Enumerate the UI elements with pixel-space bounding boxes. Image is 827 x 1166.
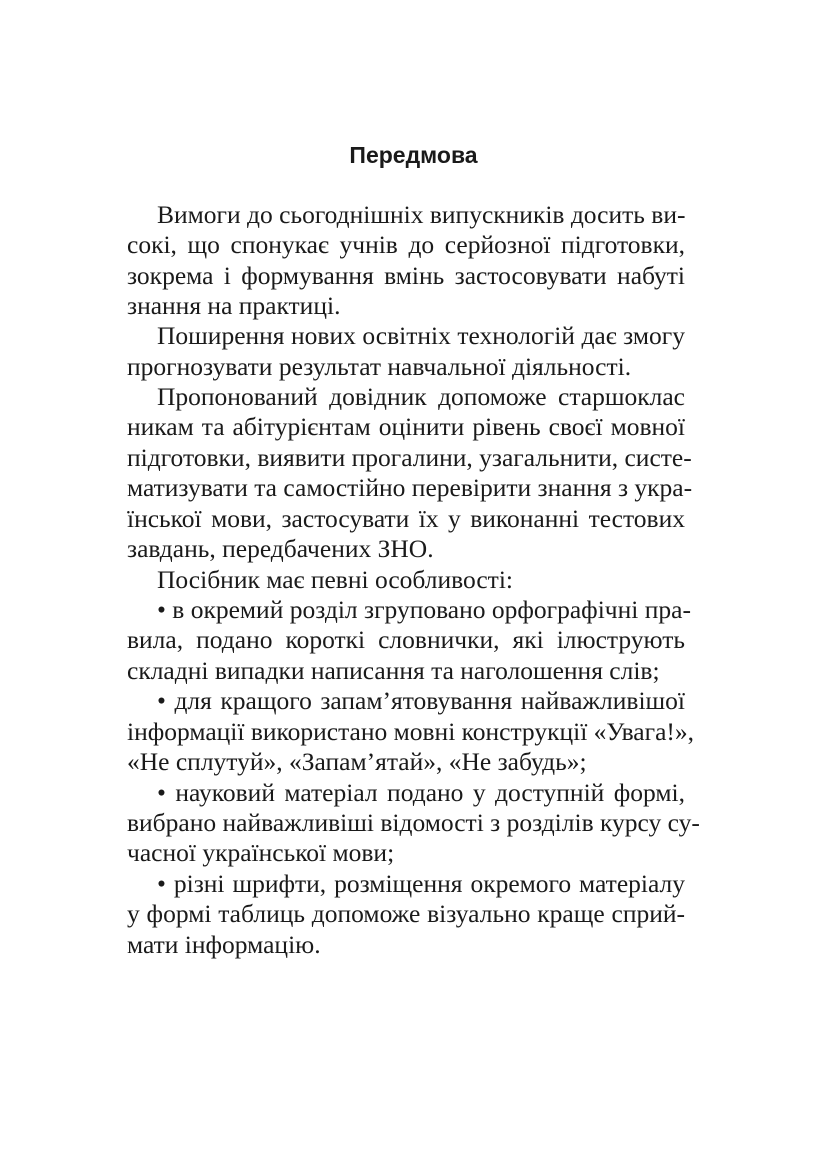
paragraph-line: Посібник має певні особливості: — [157, 565, 513, 594]
paragraph-line: матизувати та самостійно перевірити знання з укра- — [127, 473, 693, 502]
bullet-line: • для кращого запам’ятовування найважливішої — [157, 686, 685, 715]
paragraph-line: «Не сплутуй», «Запам’ятай», «Не забудь»; — [127, 747, 587, 776]
paragraph-line: знання на практиці. — [127, 291, 341, 320]
page-title: Передмова — [349, 142, 478, 168]
paragraph-line: інформації використано мовні конструкції «Увага!», — [127, 717, 695, 746]
bullet-line: • різні шрифти, розміщення окремого матеріалу — [157, 869, 685, 898]
paragraph-line: Пропонований довідник допоможе старшоклас — [157, 382, 685, 411]
paragraph-line: їнської мови, застосувати їх у виконанні тестових — [127, 504, 685, 533]
paragraph-line: у формі таблиць допоможе візуально краще сприй- — [127, 899, 685, 928]
bullet-line: • в окремий розділ згруповано орфографічні пра- — [157, 595, 691, 624]
paragraph-line: мати інформацію. — [127, 930, 321, 959]
paragraph-line: складні випадки написання та наголошення слів; — [127, 656, 660, 685]
bullet-line: • науковий матеріал подано у доступній формі, — [157, 778, 685, 807]
paragraph-line: підготовки, виявити прогалини, узагальнити, систе- — [127, 443, 692, 472]
paragraph-line: завдань, передбачених ЗНО. — [127, 534, 434, 563]
paragraph-line: Вимоги до сьогоднішніх випускників досить ви- — [157, 200, 686, 229]
paragraph-line: вила, подано короткі словнички, які ілюструють — [127, 625, 685, 654]
paragraph-line: сокі, що спонукає учнів до серйозної підготовки, — [127, 230, 685, 259]
paragraph-line: вибрано найважливіші відомості з розділів курсу су- — [127, 808, 700, 837]
paragraph-line: зокрема і формування вмінь застосовувати набуті — [127, 261, 685, 290]
paragraph-line: часної української мови; — [127, 838, 395, 867]
paragraph-line: Поширення нових освітніх технологій дає змогу — [157, 321, 685, 350]
paragraph-line: прогнозувати результат навчальної діяльності. — [127, 352, 632, 381]
paragraph-line: никам та абітурієнтам оцінити рівень своєї мовної — [127, 412, 685, 441]
